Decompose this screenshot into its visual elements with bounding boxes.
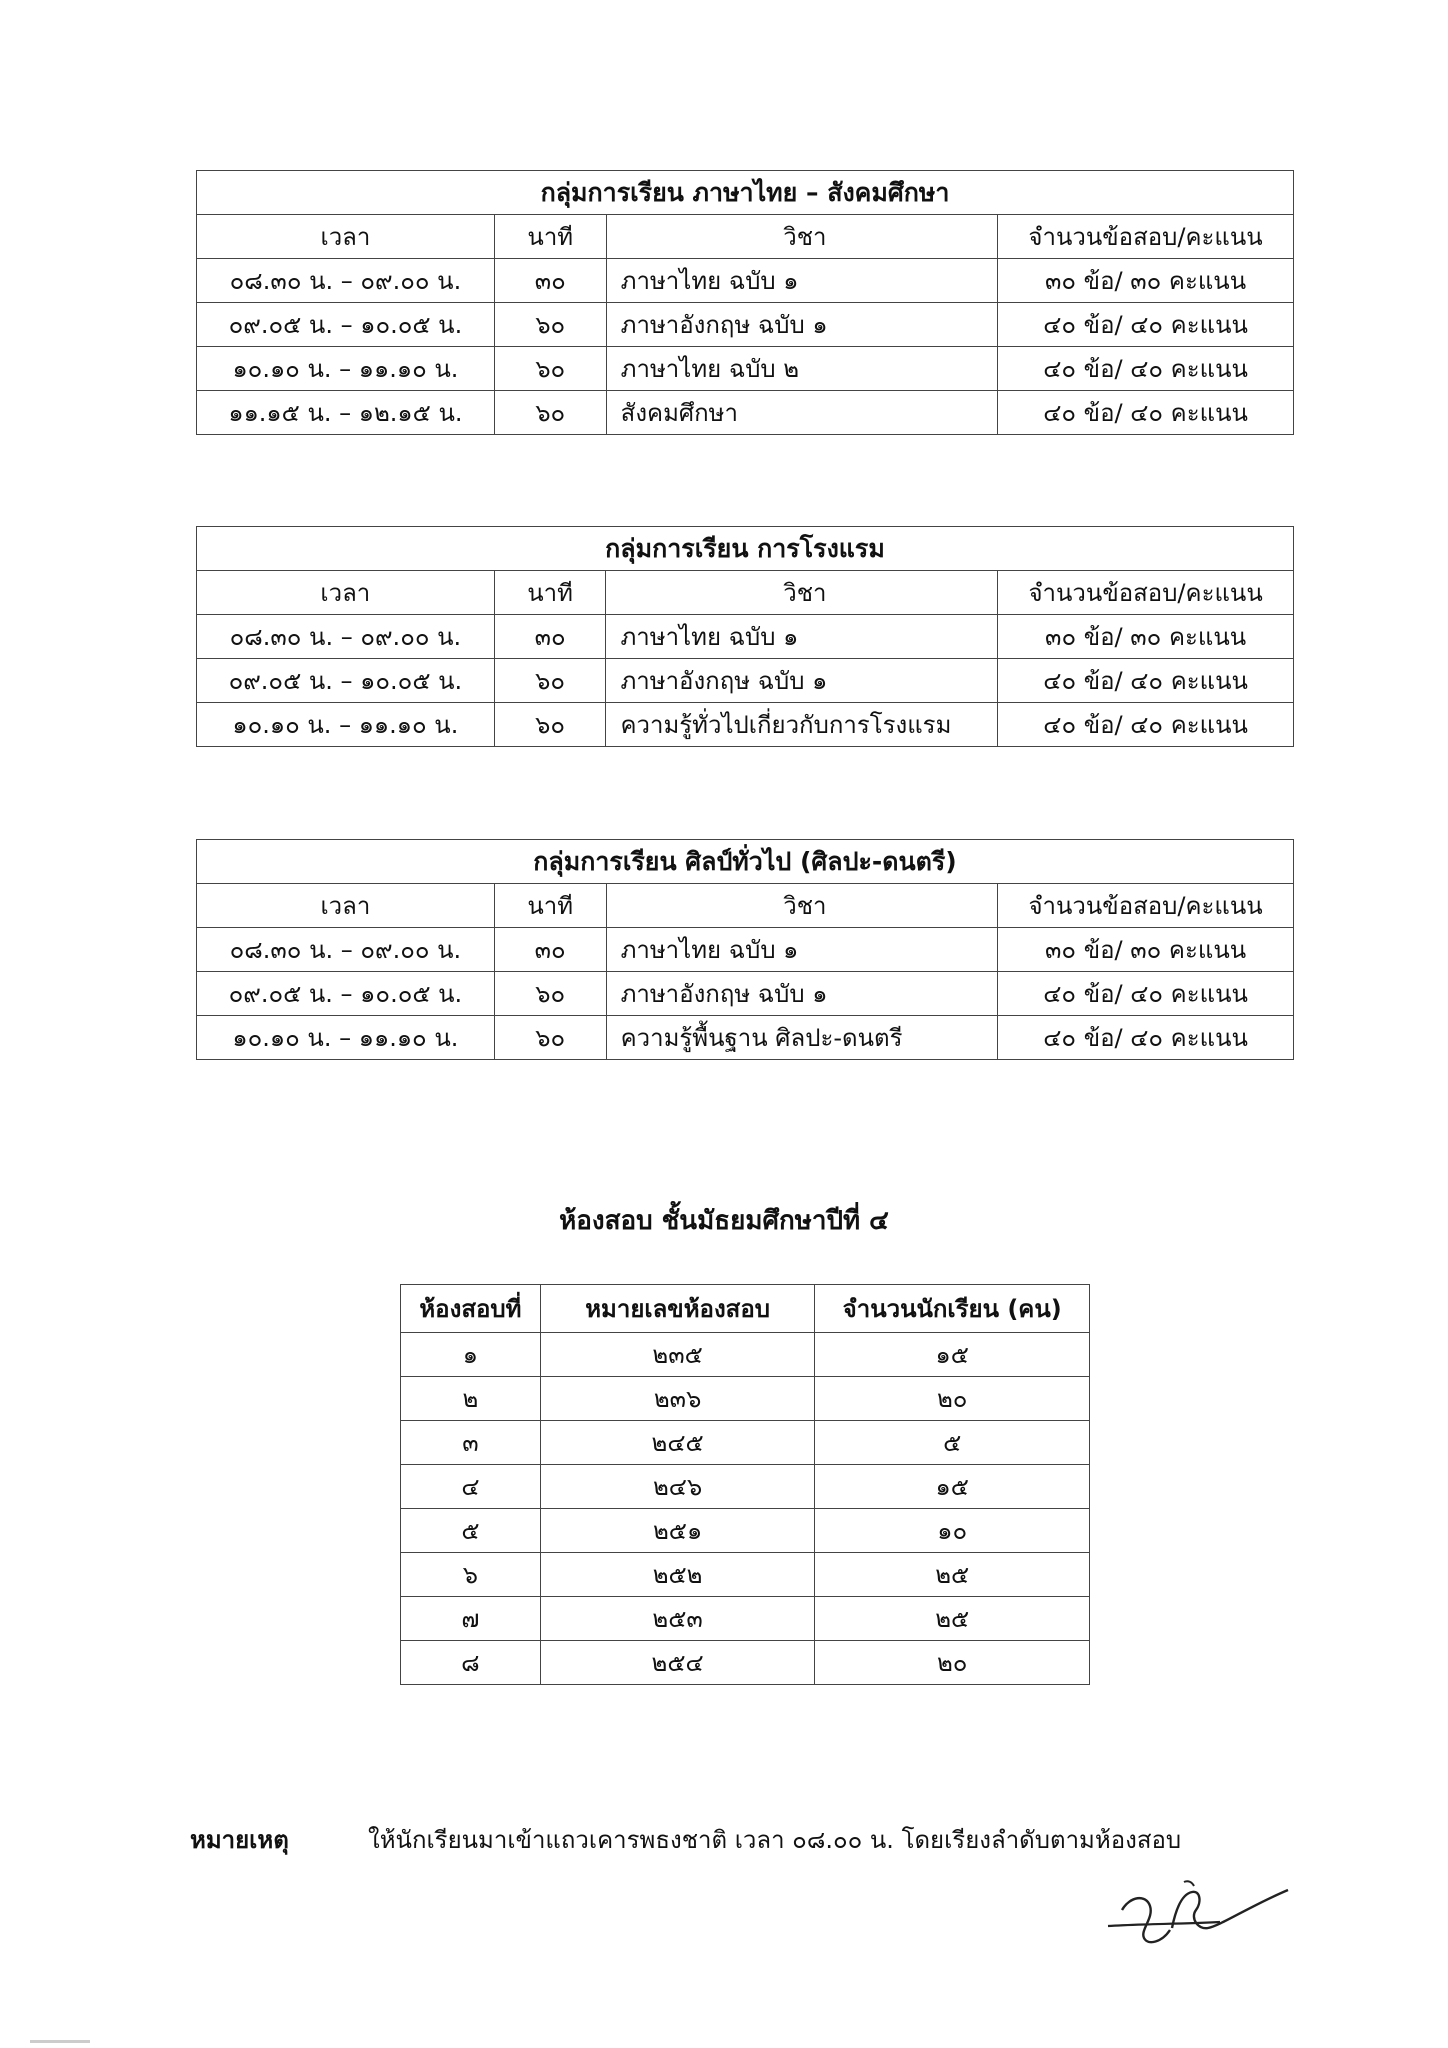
header-time: เวลา <box>197 215 495 259</box>
cell-minutes: ๓๐ <box>494 615 606 659</box>
cell-minutes: ๖๐ <box>494 347 606 391</box>
cell-student-count: ๑๐ <box>815 1509 1090 1553</box>
cell-minutes: ๖๐ <box>494 391 606 435</box>
cell-subject: ภาษาไทย ฉบับ ๑ <box>606 615 998 659</box>
cell-subject: ความรู้ทั่วไปเกี่ยวกับการโรงแรม <box>606 703 998 747</box>
rooms-title: ห้องสอบ ชั้นมัธยมศึกษาปีที่ ๔ <box>559 1206 889 1236</box>
cell-student-count: ๑๕ <box>815 1333 1090 1377</box>
table-row <box>401 1333 1090 1377</box>
cell-count: ๔๐ ข้อ/ ๔๐ คะแนน <box>998 1016 1294 1060</box>
table-row <box>197 928 1294 972</box>
cell-room-number: ๒๔๖ <box>540 1465 815 1509</box>
cell-student-count: ๒๐ <box>815 1377 1090 1421</box>
cell-student-count: ๒๕ <box>815 1553 1090 1597</box>
header-minutes: นาที <box>494 571 606 615</box>
cell-count: ๓๐ ข้อ/ ๓๐ คะแนน <box>998 928 1294 972</box>
cell-subject: ภาษาไทย ฉบับ ๑ <box>606 928 998 972</box>
table-title-row <box>197 840 1294 884</box>
cell-minutes: ๖๐ <box>494 659 606 703</box>
cell-room-number: ๒๕๑ <box>540 1509 815 1553</box>
header-row <box>197 571 1294 615</box>
table-row <box>401 1421 1090 1465</box>
cell-count: ๔๐ ข้อ/ ๔๐ คะแนน <box>998 347 1294 391</box>
table-row <box>197 259 1294 303</box>
cell-time: ๐๘.๓๐ น. – ๐๙.๐๐ น. <box>197 259 495 303</box>
cell-time: ๑๐.๑๐ น. – ๑๑.๑๐ น. <box>197 1016 495 1060</box>
cell-room-number: ๒๓๖ <box>540 1377 815 1421</box>
cell-count: ๔๐ ข้อ/ ๔๐ คะแนน <box>998 659 1294 703</box>
header-minutes: นาที <box>494 884 606 928</box>
cell-room-no: ๖ <box>401 1553 541 1597</box>
table-row <box>197 303 1294 347</box>
cell-minutes: ๓๐ <box>494 928 606 972</box>
cell-count: ๔๐ ข้อ/ ๔๐ คะแนน <box>998 303 1294 347</box>
cell-room-no: ๘ <box>401 1641 541 1685</box>
table-row <box>197 391 1294 435</box>
cell-time: ๑๐.๑๐ น. – ๑๑.๑๐ น. <box>197 347 495 391</box>
table-row <box>401 1465 1090 1509</box>
header-room-number: หมายเลขห้องสอบ <box>540 1285 815 1333</box>
group-title: กลุ่มการเรียน ภาษาไทย – สังคมศึกษา <box>197 171 1294 215</box>
header-time: เวลา <box>197 571 495 615</box>
cell-subject: ภาษาไทย ฉบับ ๒ <box>606 347 997 391</box>
group-title: กลุ่มการเรียน ศิลป์ทั่วไป (ศิลปะ-ดนตรี) <box>197 840 1294 884</box>
cell-minutes: ๖๐ <box>494 303 606 347</box>
cell-room-no: ๑ <box>401 1333 541 1377</box>
cell-subject: ความรู้พื้นฐาน ศิลปะ-ดนตรี <box>606 1016 998 1060</box>
cell-time: ๐๙.๐๕ น. – ๑๐.๐๕ น. <box>197 659 495 703</box>
cell-room-number: ๒๕๔ <box>540 1641 815 1685</box>
table-title-row <box>197 171 1294 215</box>
cell-room-number: ๒๔๕ <box>540 1421 815 1465</box>
scan-artifact <box>30 2040 90 2043</box>
cell-room-no: ๔ <box>401 1465 541 1509</box>
cell-student-count: ๕ <box>815 1421 1090 1465</box>
cell-count: ๔๐ ข้อ/ ๔๐ คะแนน <box>998 972 1294 1016</box>
table-title-row <box>197 527 1294 571</box>
cell-minutes: ๖๐ <box>494 1016 606 1060</box>
cell-time: ๐๙.๐๕ น. – ๑๐.๐๕ น. <box>197 972 495 1016</box>
header-subject: วิชา <box>606 215 997 259</box>
cell-subject: สังคมศึกษา <box>606 391 997 435</box>
schedule-table-thai-social <box>196 170 1294 435</box>
rooms-table <box>400 1284 1090 1685</box>
cell-room-no: ๗ <box>401 1597 541 1641</box>
cell-time: ๐๘.๓๐ น. – ๐๙.๐๐ น. <box>197 928 495 972</box>
note-text: ให้นักเรียนมาเข้าแถวเคารพธงชาติ เวลา ๐๘.๐๐ น. โดยเรียงลำดับตามห้องสอบ <box>368 1826 1182 1854</box>
schedule-table-arts-music <box>196 839 1294 1060</box>
schedule-table-hotel <box>196 526 1294 747</box>
table-row <box>401 1377 1090 1421</box>
header-room-no: ห้องสอบที่ <box>401 1285 541 1333</box>
cell-student-count: ๑๕ <box>815 1465 1090 1509</box>
cell-room-no: ๓ <box>401 1421 541 1465</box>
cell-count: ๔๐ ข้อ/ ๔๐ คะแนน <box>998 391 1294 435</box>
table-row <box>401 1597 1090 1641</box>
header-count: จำนวนข้อสอบ/คะแนน <box>998 571 1294 615</box>
cell-minutes: ๖๐ <box>494 972 606 1016</box>
cell-subject: ภาษาอังกฤษ ฉบับ ๑ <box>606 972 998 1016</box>
cell-room-number: ๒๓๕ <box>540 1333 815 1377</box>
cell-count: ๓๐ ข้อ/ ๓๐ คะแนน <box>998 259 1294 303</box>
header-row <box>197 884 1294 928</box>
header-row <box>197 215 1294 259</box>
table-row <box>401 1553 1090 1597</box>
table-row <box>401 1509 1090 1553</box>
header-time: เวลา <box>197 884 495 928</box>
table-row <box>197 703 1294 747</box>
table-row <box>197 972 1294 1016</box>
cell-subject: ภาษาอังกฤษ ฉบับ ๑ <box>606 659 998 703</box>
cell-subject: ภาษาอังกฤษ ฉบับ ๑ <box>606 303 997 347</box>
cell-time: ๐๙.๐๕ น. – ๑๐.๐๕ น. <box>197 303 495 347</box>
header-minutes: นาที <box>494 215 606 259</box>
signature <box>1100 1868 1300 1958</box>
table-row <box>197 347 1294 391</box>
header-row <box>401 1285 1090 1333</box>
cell-room-no: ๕ <box>401 1509 541 1553</box>
header-student-count: จำนวนนักเรียน (คน) <box>815 1285 1090 1333</box>
cell-minutes: ๖๐ <box>494 703 606 747</box>
cell-student-count: ๒๐ <box>815 1641 1090 1685</box>
table-row <box>197 1016 1294 1060</box>
header-subject: วิชา <box>606 884 998 928</box>
cell-count: ๔๐ ข้อ/ ๔๐ คะแนน <box>998 703 1294 747</box>
header-subject: วิชา <box>606 571 998 615</box>
cell-time: ๐๘.๓๐ น. – ๐๙.๐๐ น. <box>197 615 495 659</box>
group-title: กลุ่มการเรียน การโรงแรม <box>197 527 1294 571</box>
cell-subject: ภาษาไทย ฉบับ ๑ <box>606 259 997 303</box>
cell-room-no: ๒ <box>401 1377 541 1421</box>
header-count: จำนวนข้อสอบ/คะแนน <box>998 884 1294 928</box>
table-row <box>197 615 1294 659</box>
cell-room-number: ๒๕๓ <box>540 1597 815 1641</box>
table-row <box>401 1641 1090 1685</box>
note-label: หมายเหตุ <box>190 1826 289 1854</box>
cell-count: ๓๐ ข้อ/ ๓๐ คะแนน <box>998 615 1294 659</box>
cell-time: ๑๑.๑๕ น. – ๑๒.๑๕ น. <box>197 391 495 435</box>
table-row <box>197 659 1294 703</box>
cell-room-number: ๒๕๒ <box>540 1553 815 1597</box>
cell-student-count: ๒๕ <box>815 1597 1090 1641</box>
header-count: จำนวนข้อสอบ/คะแนน <box>998 215 1294 259</box>
cell-time: ๑๐.๑๐ น. – ๑๑.๑๐ น. <box>197 703 495 747</box>
cell-minutes: ๓๐ <box>494 259 606 303</box>
